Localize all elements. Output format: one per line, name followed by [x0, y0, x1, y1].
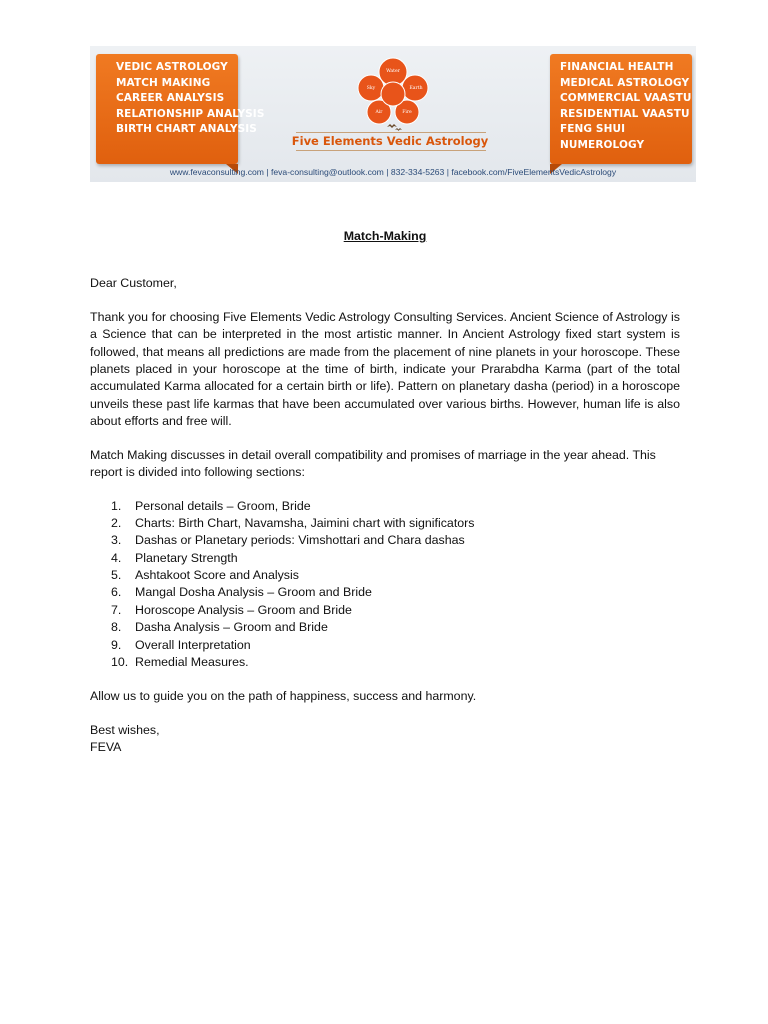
header-banner: [90, 46, 696, 182]
contact-line: www.fevaconsulting.com | feva-consulting@outlook.com | 832-334-5263 | facebook.com/FiveElementsVedicAstrology: [169, 167, 617, 177]
logo-air-label: Air: [375, 110, 383, 115]
service-item: BIRTH CHART ANALYSIS: [116, 123, 257, 136]
right-services-ribbon: [550, 54, 692, 164]
intro-paragraph: Thank you for choosing Five Elements Vedic Astrology Consulting Services. Ancient Science of Astrology is a Science that can be interpreted in the most artistic manner. In Ancient Astrology fixed start system is followed, that means all predictions are made from the placement of nine planets in your horoscope. These planets placed in your horoscope at the time of birth, indicate your Prarabdha Karma (part of the total accumulated Karma allocated for a certain birth or life). Pattern on planetary dasha (period) in a horoscope unveils these past life karmas that have been accumulated over various births. However, human life is also about efforts and free will.: [90, 310, 680, 428]
brand-name: Five Elements Vedic Astrology: [291, 134, 489, 148]
brand-divider-top: [296, 132, 486, 133]
list-item: 5. Ashtakoot Score and Analysis: [111, 568, 299, 583]
list-item: 10. Remedial Measures.: [111, 654, 249, 669]
service-item: FENG SHUI: [560, 123, 626, 136]
brand-divider-bottom: [296, 150, 486, 151]
left-services-ribbon: [96, 54, 265, 164]
service-item: VEDIC ASTROLOGY: [116, 61, 228, 73]
five-elements-logo: [338, 48, 448, 142]
service-item: FINANCIAL HEALTH: [560, 61, 674, 73]
list-item: 1. Personal details – Groom, Bride: [111, 498, 311, 513]
letter-body: [90, 226, 680, 756]
service-item: MEDICAL ASTROLOGY: [560, 76, 690, 89]
service-item: CAREER ANALYSIS: [116, 92, 225, 105]
sections-list: [90, 498, 680, 671]
list-item: 3. Dashas or Planetary periods: Vimshottari and Chara dashas: [111, 533, 465, 548]
logo-earth-label: Earth: [409, 86, 423, 91]
signature: FEVA: [90, 739, 122, 754]
match-intro-paragraph: Match Making discusses in detail overall compatibility and promises of marriage in the year ahead. This report is divided into following sections:: [90, 447, 656, 479]
page-title: Match-Making: [343, 229, 427, 243]
logo-sky-label: Sky: [366, 86, 376, 91]
list-item: 6. Mangal Dosha Analysis – Groom and Bride: [111, 585, 372, 600]
list-item: 4. Planetary Strength: [111, 550, 238, 565]
list-item: 8. Dasha Analysis – Groom and Bride: [111, 620, 328, 635]
service-item: NUMEROLOGY: [560, 138, 645, 151]
closing-line: Allow us to guide you on the path of happiness, success and harmony.: [90, 688, 477, 703]
logo-fire-label: Fire: [402, 110, 412, 115]
list-item: 9. Overall Interpretation: [111, 637, 251, 652]
list-item: 2. Charts: Birth Chart, Navamsha, Jaimini chart with significators: [111, 516, 475, 531]
greeting: Dear Customer,: [90, 276, 177, 291]
logo-water-label: Water: [386, 69, 400, 74]
service-item: MATCH MAKING: [116, 76, 211, 89]
service-item: RELATIONSHIP ANALYSIS: [116, 107, 265, 120]
service-item: COMMERCIAL VAASTU: [560, 92, 692, 105]
list-item: 7. Horoscope Analysis – Groom and Bride: [111, 602, 352, 617]
signoff: Best wishes,: [90, 722, 160, 737]
service-item: RESIDENTIAL VAASTU: [560, 107, 690, 120]
